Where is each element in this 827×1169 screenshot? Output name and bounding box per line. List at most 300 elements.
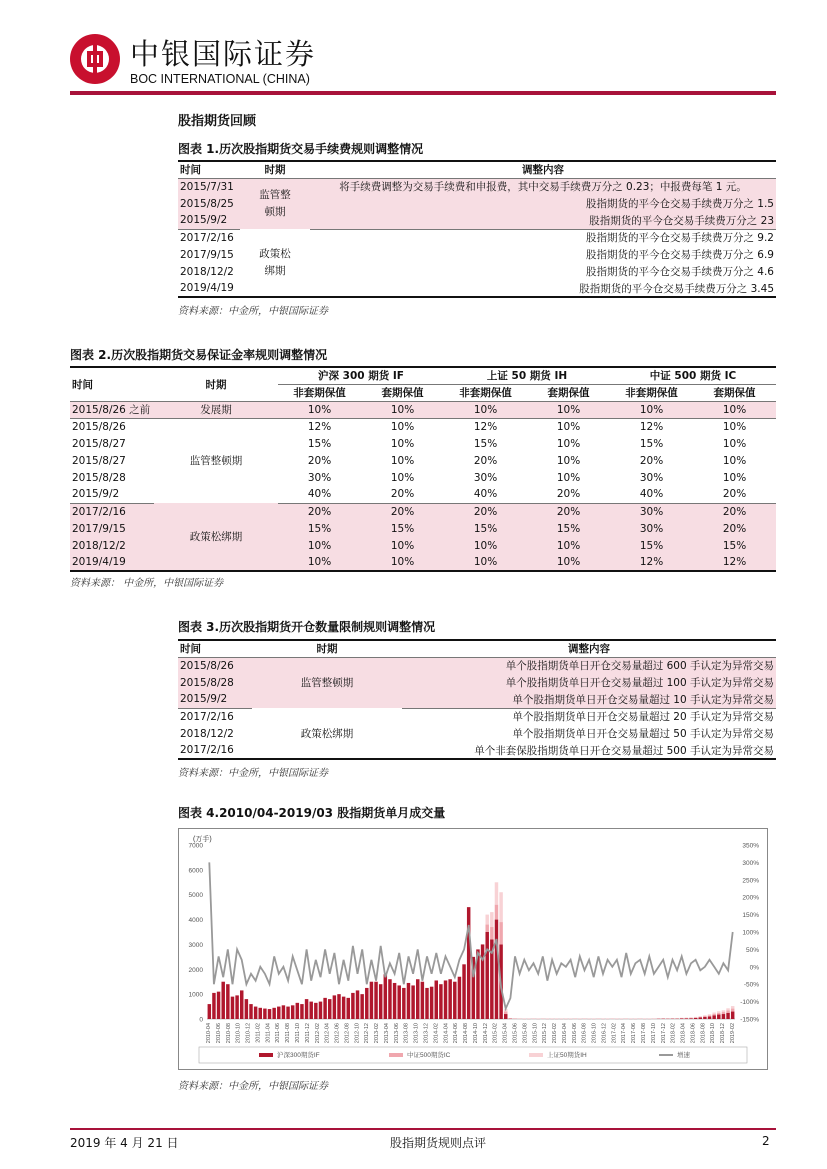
bar bbox=[272, 1008, 275, 1019]
bar bbox=[731, 1012, 734, 1019]
chart-title: 图表 4.2010/04-2019/03 股指期货单月成交量 bbox=[178, 806, 446, 820]
table3-title: 图表 3.历次股指期货开仓数量限制规则调整情况 bbox=[178, 620, 436, 634]
row-date: 2018/12/2 bbox=[180, 265, 234, 278]
volume-chart-svg bbox=[179, 829, 769, 1071]
bar bbox=[333, 995, 336, 1019]
x-tick-label: 2018-04 bbox=[680, 1023, 687, 1044]
bar bbox=[462, 964, 465, 1019]
margin-value: 20% bbox=[639, 454, 664, 467]
bar bbox=[717, 1013, 720, 1015]
x-tick-label: 2016-04 bbox=[561, 1023, 568, 1044]
x-tick-label: 2015-08 bbox=[522, 1023, 529, 1044]
x-tick-label: 2017-02 bbox=[611, 1023, 618, 1044]
bar bbox=[277, 1007, 280, 1019]
bar bbox=[722, 1012, 725, 1014]
bar bbox=[245, 999, 248, 1019]
margin-value: 12% bbox=[639, 420, 664, 433]
footer-title: 股指期货规则点评 bbox=[390, 1136, 487, 1150]
x-tick-label: 2018-10 bbox=[710, 1023, 717, 1044]
margin-value: 15% bbox=[639, 437, 664, 450]
bar bbox=[208, 1004, 211, 1019]
margin-value: 10% bbox=[361, 554, 444, 571]
y-tick-label: 7000 bbox=[188, 842, 203, 850]
y-tick-label: 5000 bbox=[188, 892, 203, 900]
x-tick-label: 2012-06 bbox=[334, 1023, 341, 1044]
margin-value: 15% bbox=[444, 520, 527, 537]
bar bbox=[360, 994, 363, 1019]
table-row bbox=[178, 178, 776, 195]
x-tick-label: 2010-10 bbox=[235, 1023, 242, 1044]
margin-value: 15% bbox=[307, 437, 332, 450]
row-content: 股指期货的平今仓交易手续费万分之 9.2 bbox=[585, 232, 774, 245]
row-date: 2015/8/28 bbox=[178, 674, 252, 691]
period-cell: 监管整顿期 bbox=[189, 455, 243, 468]
bar bbox=[259, 1008, 262, 1019]
bar bbox=[425, 988, 428, 1019]
row-date: 2015/9/2 bbox=[178, 691, 252, 708]
margin-value: 10% bbox=[556, 420, 581, 433]
y-tick-label: 3000 bbox=[188, 941, 203, 949]
brand-name-cn: 中银国际证券 bbox=[130, 37, 317, 71]
bar bbox=[212, 993, 215, 1019]
x-tick-label: 2013-02 bbox=[374, 1023, 381, 1044]
x-tick-label: 2012-12 bbox=[364, 1023, 371, 1044]
x-tick-label: 2013-12 bbox=[423, 1023, 430, 1044]
x-tick-label: 2016-02 bbox=[552, 1023, 559, 1044]
margin-value: 10% bbox=[444, 554, 527, 571]
bar bbox=[249, 1004, 252, 1019]
row-date: 2017/2/16 bbox=[180, 710, 234, 723]
col-group-if: 沪深 300 期货 IF bbox=[278, 367, 444, 384]
x-tick-label: 2012-10 bbox=[354, 1023, 361, 1044]
bar bbox=[694, 1017, 697, 1018]
period-cell: 监管整顿期 bbox=[252, 657, 402, 708]
x-tick-label: 2014-08 bbox=[463, 1023, 470, 1044]
bar bbox=[268, 1009, 271, 1019]
x-tick-label: 2018-08 bbox=[700, 1023, 707, 1044]
row-date: 2017/2/16 bbox=[180, 231, 234, 244]
col-header-content: 调整内容 bbox=[402, 640, 776, 657]
bar bbox=[717, 1011, 720, 1012]
table-row bbox=[70, 418, 776, 435]
row-content: 股指期货的平今仓交易手续费万分之 23 bbox=[310, 212, 776, 229]
row-date: 2015/8/27 bbox=[72, 454, 126, 467]
row-content: 单个股指期货单日开仓交易量超过 50 手认定为异常交易 bbox=[512, 728, 774, 740]
x-tick-label: 2011-04 bbox=[265, 1023, 272, 1043]
col-header-time: 时间 bbox=[70, 367, 154, 401]
row-content: 股指期货的平今仓交易手续费万分之 3.45 bbox=[579, 282, 774, 295]
row-content: 股指期货的平今仓交易手续费万分之 6.9 bbox=[585, 249, 774, 261]
x-tick-label: 2013-04 bbox=[383, 1023, 390, 1044]
row-content: 单个股指期货单日开仓交易量超过 20 手认定为异常交易 bbox=[512, 711, 774, 724]
bar bbox=[435, 980, 438, 1019]
bar bbox=[291, 1005, 294, 1019]
bar bbox=[356, 990, 359, 1019]
margin-value: 20% bbox=[444, 503, 527, 520]
bar bbox=[296, 1003, 299, 1019]
margin-value: 12% bbox=[610, 554, 693, 571]
x-tick-label: 2014-02 bbox=[433, 1023, 440, 1044]
bar bbox=[712, 1015, 715, 1019]
bar bbox=[263, 1009, 266, 1019]
row-date: 2015/9/2 bbox=[70, 486, 154, 503]
bar bbox=[712, 1014, 715, 1015]
x-tick-label: 2014-06 bbox=[453, 1023, 460, 1044]
bar bbox=[485, 915, 488, 925]
margin-value: 10% bbox=[361, 537, 444, 554]
bar bbox=[370, 982, 373, 1019]
y2-tick-label: -50% bbox=[743, 981, 759, 989]
table1-source: 资料来源：中金所，中银国际证券 bbox=[178, 306, 328, 317]
bar bbox=[337, 994, 340, 1019]
footer-divider bbox=[70, 1128, 776, 1130]
x-tick-label: 2013-10 bbox=[413, 1023, 420, 1044]
margin-value: 10% bbox=[390, 454, 415, 467]
row-date: 2015/8/26 bbox=[178, 657, 252, 674]
bar bbox=[699, 1017, 702, 1018]
margin-value: 10% bbox=[390, 437, 415, 450]
bar bbox=[407, 983, 410, 1019]
row-date: 2015/8/27 bbox=[72, 437, 126, 450]
col-header-period: 时期 bbox=[240, 161, 310, 178]
x-tick-label: 2017-12 bbox=[660, 1023, 667, 1044]
margin-value: 40% bbox=[444, 486, 527, 503]
period-cell: 政策松绑期 bbox=[300, 727, 354, 740]
table2-title: 图表 2.历次股指期货交易保证金率规则调整情况 bbox=[70, 348, 328, 362]
x-tick-label: 2010-06 bbox=[215, 1023, 222, 1044]
row-date: 2019/4/19 bbox=[180, 282, 234, 294]
margin-value: 10% bbox=[722, 454, 747, 467]
page-number: 2 bbox=[762, 1134, 770, 1148]
bar bbox=[504, 1014, 507, 1019]
margin-value: 20% bbox=[527, 503, 610, 520]
growth-line bbox=[209, 862, 732, 1008]
col-group-ih: 上证 50 期货 IH bbox=[444, 367, 610, 384]
bar bbox=[421, 982, 424, 1019]
bar bbox=[495, 905, 498, 920]
bar bbox=[731, 1006, 734, 1008]
y2-tick-label: -100% bbox=[740, 999, 759, 1007]
bar bbox=[703, 1017, 706, 1019]
x-tick-label: 2011-12 bbox=[304, 1023, 311, 1043]
position-limit-table bbox=[178, 639, 776, 760]
x-tick-label: 2011-02 bbox=[255, 1023, 262, 1043]
row-date: 2015/8/26 之前 bbox=[70, 401, 154, 418]
bar bbox=[499, 892, 502, 922]
margin-value: 10% bbox=[722, 420, 747, 433]
x-tick-label: 2011-06 bbox=[275, 1023, 282, 1043]
bar bbox=[722, 1010, 725, 1012]
margin-value: 10% bbox=[722, 471, 747, 484]
margin-value: 12% bbox=[473, 420, 498, 433]
page-header bbox=[70, 28, 776, 98]
row-date: 2019/4/19 bbox=[70, 554, 154, 571]
bar bbox=[365, 988, 368, 1019]
y2-tick-label: 200% bbox=[742, 894, 759, 902]
margin-value: 10% bbox=[278, 537, 361, 554]
bar bbox=[490, 912, 493, 927]
bar bbox=[323, 998, 326, 1019]
x-tick-label: 2018-06 bbox=[690, 1023, 697, 1044]
margin-value: 10% bbox=[556, 437, 581, 450]
table1-title: 图表 1.历次股指期货交易手续费规则调整情况 bbox=[178, 142, 424, 156]
bar bbox=[708, 1017, 711, 1019]
margin-value: 15% bbox=[693, 537, 776, 554]
bar bbox=[439, 984, 442, 1019]
bar bbox=[397, 985, 400, 1019]
margin-value: 10% bbox=[527, 401, 610, 418]
bar bbox=[347, 998, 350, 1019]
margin-value: 10% bbox=[556, 471, 581, 484]
bar bbox=[458, 977, 461, 1019]
x-tick-label: 2010-04 bbox=[206, 1023, 212, 1044]
col-header-content: 调整内容 bbox=[310, 161, 776, 178]
x-tick-label: 2012-08 bbox=[344, 1023, 351, 1044]
bar bbox=[485, 932, 488, 1019]
col-subheader: 非套期保值 bbox=[610, 384, 693, 401]
x-tick-label: 2010-08 bbox=[225, 1023, 232, 1044]
row-content: 单个股指期货单日开仓交易量超过 100 手认定为异常交易 bbox=[402, 674, 776, 691]
bar bbox=[685, 1018, 688, 1019]
table2-source: 资料来源： 中金所，中银国际证券 bbox=[70, 578, 224, 589]
margin-value: 10% bbox=[361, 401, 444, 418]
bar bbox=[726, 1010, 729, 1012]
margin-value: 30% bbox=[473, 471, 498, 484]
margin-value: 10% bbox=[693, 401, 776, 418]
row-date: 2018/12/2 bbox=[180, 727, 234, 740]
bar bbox=[384, 974, 387, 1019]
bar bbox=[504, 1012, 507, 1014]
x-tick-label: 2015-10 bbox=[532, 1023, 539, 1044]
margin-value: 20% bbox=[693, 486, 776, 503]
margin-value: 10% bbox=[722, 437, 747, 450]
legend-label: 增速 bbox=[677, 1052, 690, 1059]
bar bbox=[282, 1005, 285, 1019]
x-tick-label: 2018-02 bbox=[670, 1023, 677, 1044]
margin-value: 40% bbox=[610, 486, 693, 503]
margin-value: 10% bbox=[556, 454, 581, 467]
y-tick-label: 1000 bbox=[188, 991, 203, 999]
period-cell: 发展期 bbox=[154, 401, 278, 418]
bar bbox=[254, 1007, 257, 1019]
legend-swatch bbox=[259, 1053, 273, 1057]
bar bbox=[374, 982, 377, 1019]
margin-value: 20% bbox=[693, 520, 776, 537]
table-header-row bbox=[178, 640, 776, 657]
x-tick-label: 2015-06 bbox=[512, 1023, 519, 1044]
bar bbox=[694, 1018, 697, 1019]
margin-value: 10% bbox=[527, 554, 610, 571]
legend-label: 中证500期货IC bbox=[407, 1052, 451, 1059]
legend-swatch bbox=[389, 1053, 403, 1057]
bar bbox=[221, 982, 224, 1019]
legend-swatch bbox=[529, 1053, 543, 1057]
margin-value: 30% bbox=[610, 503, 693, 520]
x-tick-label: 2017-10 bbox=[650, 1023, 657, 1044]
bar bbox=[712, 1013, 715, 1014]
bar bbox=[708, 1015, 711, 1016]
x-tick-label: 2014-04 bbox=[443, 1023, 450, 1044]
table-row bbox=[70, 503, 776, 520]
bar bbox=[495, 920, 498, 1019]
x-tick-label: 2010-12 bbox=[245, 1023, 252, 1044]
bar bbox=[393, 983, 396, 1019]
margin-value: 30% bbox=[639, 471, 664, 484]
col-subheader: 非套期保值 bbox=[278, 384, 361, 401]
bar bbox=[300, 1004, 303, 1019]
bar bbox=[689, 1018, 692, 1019]
bar bbox=[342, 997, 345, 1019]
x-tick-label: 2016-12 bbox=[601, 1023, 608, 1044]
bar bbox=[411, 985, 414, 1019]
fee-adjust-table bbox=[178, 160, 776, 298]
volume-chart bbox=[178, 828, 768, 1070]
row-date: 2017/2/16 bbox=[180, 744, 234, 756]
col-subheader: 套期保值 bbox=[361, 384, 444, 401]
row-date: 2018/12/2 bbox=[70, 537, 154, 554]
y-axis-label: (万手) bbox=[193, 836, 212, 843]
y2-tick-label: 0% bbox=[749, 964, 759, 972]
col-subheader: 套期保值 bbox=[527, 384, 610, 401]
y-tick-label: 0 bbox=[199, 1016, 203, 1024]
y-tick-label: 4000 bbox=[188, 917, 203, 925]
row-content: 单个非套保股指期货单日开仓交易量超过 500 手认定为异常交易 bbox=[474, 744, 774, 757]
y2-tick-label: 300% bbox=[742, 859, 759, 867]
margin-value: 15% bbox=[610, 537, 693, 554]
margin-rate-table bbox=[70, 366, 776, 572]
bar bbox=[416, 979, 419, 1019]
row-content: 将手续费调整为交易手续费和申报费，其中交易手续费万分之 0.23；中报费每笔 1 元。 bbox=[310, 178, 776, 195]
table-row bbox=[178, 708, 776, 725]
col-header-time: 时间 bbox=[178, 640, 252, 657]
row-date: 2015/7/31 bbox=[178, 178, 240, 195]
bar bbox=[235, 995, 238, 1019]
row-date: 2017/2/16 bbox=[70, 503, 154, 520]
period-cell: 政策松绑期 bbox=[154, 503, 278, 571]
margin-value: 15% bbox=[473, 437, 498, 450]
bar bbox=[722, 1014, 725, 1019]
col-header-time: 时间 bbox=[178, 161, 240, 178]
bar bbox=[217, 992, 220, 1019]
x-tick-label: 2012-02 bbox=[314, 1023, 321, 1044]
bar bbox=[314, 1003, 317, 1019]
row-content: 单个股指期货单日开仓交易量超过 10 手认定为异常交易 bbox=[402, 691, 776, 708]
margin-value: 12% bbox=[693, 554, 776, 571]
x-tick-label: 2013-08 bbox=[403, 1023, 410, 1044]
x-tick-label: 2019-02 bbox=[730, 1023, 736, 1044]
margin-value: 20% bbox=[361, 503, 444, 520]
margin-value: 15% bbox=[527, 520, 610, 537]
bar bbox=[453, 982, 456, 1019]
x-tick-label: 2015-04 bbox=[502, 1023, 509, 1044]
bar bbox=[499, 922, 502, 944]
row-content: 股指期货的平今仓交易手续费万分之 4.6 bbox=[585, 266, 774, 278]
margin-value: 20% bbox=[473, 454, 498, 467]
bar bbox=[485, 925, 488, 932]
margin-value: 10% bbox=[278, 401, 361, 418]
margin-value: 30% bbox=[307, 471, 332, 484]
legend-label: 上证50期货IH bbox=[547, 1052, 587, 1059]
y-tick-label: 6000 bbox=[188, 867, 203, 875]
bar bbox=[319, 1002, 322, 1019]
footer-date: 2019 年 4 月 21 日 bbox=[70, 1136, 179, 1150]
bar bbox=[388, 979, 391, 1019]
bar bbox=[402, 988, 405, 1019]
col-group-ic: 中证 500 期货 IC bbox=[610, 367, 776, 384]
chart-source: 资料来源：中金所，中银国际证券 bbox=[178, 1081, 328, 1092]
row-content: 股指期货的平今仓交易手续费万分之 1.5 bbox=[310, 195, 776, 212]
bar bbox=[708, 1014, 711, 1015]
bar bbox=[240, 990, 243, 1019]
bar bbox=[490, 927, 493, 939]
section-title: 股指期货回顾 bbox=[178, 114, 257, 129]
bar bbox=[699, 1018, 702, 1019]
y2-tick-label: 150% bbox=[742, 912, 759, 920]
table-row bbox=[70, 401, 776, 418]
margin-value: 10% bbox=[527, 537, 610, 554]
bar bbox=[495, 882, 498, 904]
period-cell: 政策松 绑期 bbox=[259, 247, 291, 277]
margin-value: 10% bbox=[444, 401, 527, 418]
col-header-period: 时期 bbox=[154, 367, 278, 401]
row-date: 2015/9/2 bbox=[178, 212, 240, 229]
x-tick-label: 2014-12 bbox=[482, 1023, 489, 1044]
bar bbox=[430, 987, 433, 1019]
bar bbox=[703, 1015, 706, 1016]
bar bbox=[444, 980, 447, 1019]
bar bbox=[717, 1015, 720, 1019]
table-row bbox=[178, 657, 776, 674]
margin-value: 30% bbox=[610, 520, 693, 537]
margin-value: 20% bbox=[361, 486, 444, 503]
bar bbox=[351, 993, 354, 1019]
boc-logo-icon bbox=[70, 34, 120, 84]
margin-value: 20% bbox=[693, 503, 776, 520]
x-tick-label: 2017-08 bbox=[641, 1023, 648, 1044]
x-tick-label: 2015-12 bbox=[542, 1023, 549, 1044]
margin-value: 20% bbox=[307, 454, 332, 467]
y2-tick-label: 50% bbox=[745, 946, 759, 954]
bar bbox=[286, 1007, 289, 1019]
legend-label: 沪深300期货IF bbox=[277, 1052, 320, 1059]
x-tick-label: 2018-12 bbox=[720, 1023, 727, 1044]
margin-value: 10% bbox=[610, 401, 693, 418]
y2-tick-label: 250% bbox=[742, 877, 759, 885]
bar bbox=[379, 984, 382, 1019]
x-tick-label: 2017-06 bbox=[631, 1023, 638, 1044]
row-date: 2017/9/15 bbox=[180, 248, 234, 261]
bar bbox=[328, 999, 331, 1019]
margin-value: 15% bbox=[361, 520, 444, 537]
margin-value: 15% bbox=[278, 520, 361, 537]
bar bbox=[305, 999, 308, 1019]
y2-tick-label: 350% bbox=[742, 842, 759, 850]
x-tick-label: 2015-02 bbox=[492, 1023, 499, 1044]
y2-tick-label: -150% bbox=[740, 1016, 759, 1024]
row-date: 2015/8/26 bbox=[72, 420, 126, 433]
x-tick-label: 2016-08 bbox=[581, 1023, 588, 1044]
x-tick-label: 2016-10 bbox=[591, 1023, 598, 1044]
bar bbox=[726, 1013, 729, 1019]
margin-value: 40% bbox=[278, 486, 361, 503]
margin-value: 20% bbox=[527, 486, 610, 503]
row-date: 2015/8/28 bbox=[72, 471, 126, 484]
y-tick-label: 2000 bbox=[188, 966, 203, 974]
row-date: 2015/8/25 bbox=[178, 195, 240, 212]
x-tick-label: 2011-08 bbox=[285, 1023, 292, 1043]
bar bbox=[731, 1009, 734, 1012]
x-tick-label: 2017-04 bbox=[621, 1023, 628, 1044]
